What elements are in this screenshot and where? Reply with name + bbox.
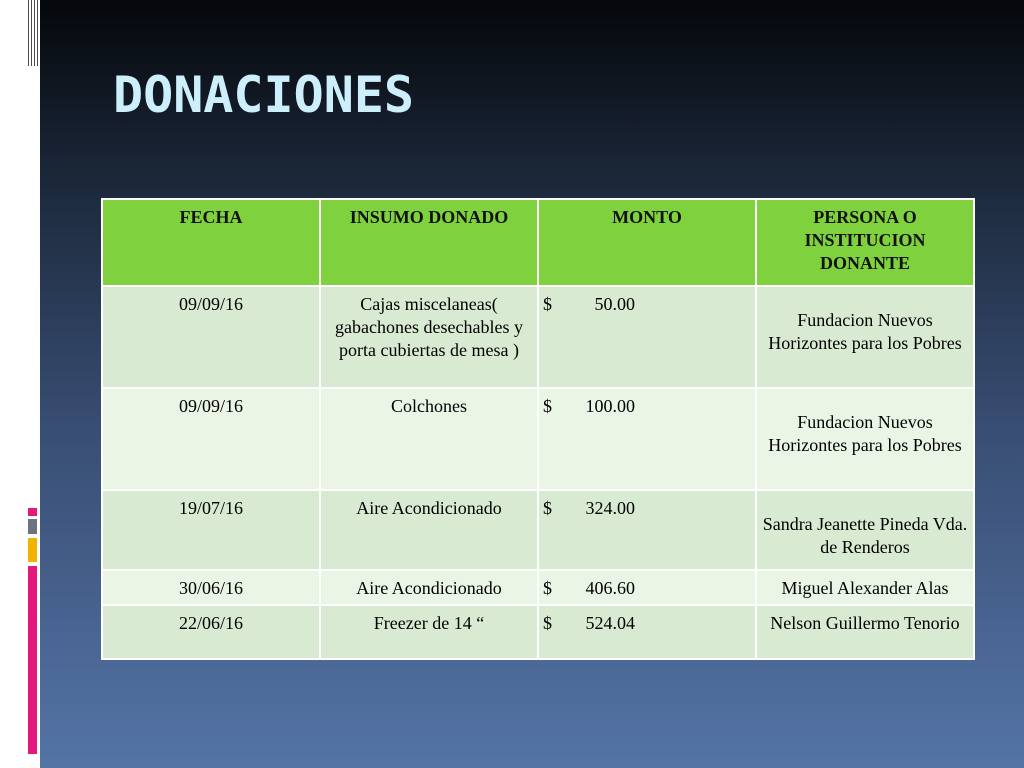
cell-insumo: Aire Acondicionado — [320, 570, 538, 605]
header-monto: MONTO — [538, 199, 756, 286]
cell-persona: Nelson Guillermo Tenorio — [756, 605, 974, 659]
cell-insumo: Aire Acondicionado — [320, 490, 538, 570]
amount-value: 406.60 — [585, 578, 635, 598]
cell-insumo: Colchones — [320, 388, 538, 490]
table-row — [102, 570, 974, 605]
currency-symbol: $ — [543, 578, 552, 598]
header-fecha: FECHA — [102, 199, 320, 286]
cell-persona — [756, 286, 974, 388]
table-row — [102, 286, 974, 388]
currency-symbol: $ — [543, 294, 552, 314]
table-row — [102, 388, 974, 490]
cell-fecha: 30/06/16 — [102, 570, 320, 605]
cell-persona — [756, 490, 974, 570]
donor-name: Fundacion Nuevos Horizontes para los Pobres — [768, 412, 962, 455]
amount-value: 324.00 — [585, 498, 635, 518]
decorative-bar-pink-small — [28, 508, 37, 516]
decorative-hatch-top — [28, 0, 38, 66]
cell-insumo: Cajas miscelaneas( gabachones desechables y porta cubiertas de mesa ) — [320, 286, 538, 388]
header-persona-institucion: PERSONA O INSTITUCION DONANTE — [756, 199, 974, 286]
cell-fecha: 22/06/16 — [102, 605, 320, 659]
cell-insumo: Freezer de 14 “ — [320, 605, 538, 659]
cell-fecha: 09/09/16 — [102, 286, 320, 388]
decorative-bar-gold — [28, 538, 37, 562]
cell-fecha: 19/07/16 — [102, 490, 320, 570]
cell-monto — [538, 605, 756, 659]
cell-monto — [538, 388, 756, 490]
amount-value: 100.00 — [585, 396, 635, 416]
table-row — [102, 605, 974, 659]
currency-symbol: $ — [543, 613, 552, 633]
currency-symbol: $ — [543, 498, 552, 518]
amount-value: 50.00 — [594, 294, 635, 314]
cell-persona: Miguel Alexander Alas — [756, 570, 974, 605]
donations-table — [101, 198, 975, 660]
header-insumo-donado: INSUMO DONADO — [320, 199, 538, 286]
cell-persona — [756, 388, 974, 490]
donor-name: Fundacion Nuevos Horizontes para los Pobres — [768, 310, 962, 353]
slide-title: DONACIONES — [113, 66, 415, 124]
currency-symbol: $ — [543, 396, 552, 416]
cell-monto — [538, 286, 756, 388]
decorative-bar-pink-long — [28, 566, 37, 754]
cell-monto — [538, 490, 756, 570]
table-header-row — [102, 199, 974, 286]
cell-fecha: 09/09/16 — [102, 388, 320, 490]
donor-name: Sandra Jeanette Pineda Vda. de Renderos — [762, 514, 968, 557]
decorative-bar-gray — [28, 519, 37, 534]
amount-value: 524.04 — [585, 613, 635, 633]
table-row — [102, 490, 974, 570]
cell-monto — [538, 570, 756, 605]
